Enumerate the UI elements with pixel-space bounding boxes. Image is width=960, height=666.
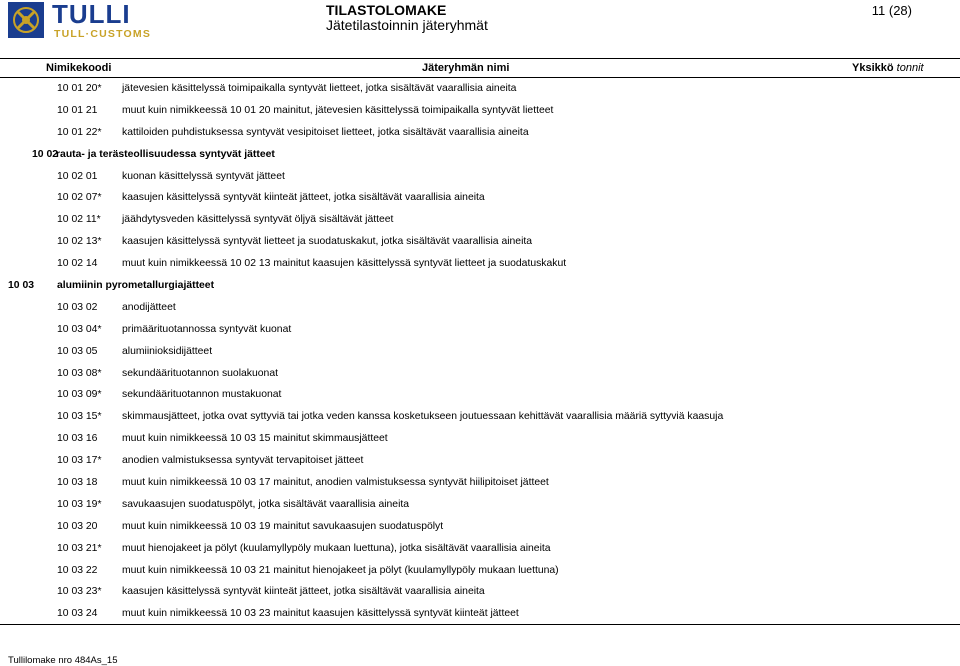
row-code: 10 02 07* [57,192,102,204]
row-description: skimmausjätteet, jotka ovat syttyviä tai jotka veden kanssa kosketukseen joutuessaan kehittävät vaarallisia määriä syttyviä kaasuja [122,411,724,423]
row-description: kaasujen käsittelyssä syntyvät kiinteät jätteet, jotka sisältävät vaarallisia aineita [122,586,485,598]
column-header-name: Jäteryhmän nimi [422,62,510,74]
table-row [0,187,960,209]
row-code: 10 02 14 [57,258,98,270]
row-description: muut kuin nimikkeessä 10 03 17 mainitut, anodien valmistuksessa syntyvät hiilipitoiset jätteet [122,477,549,489]
row-code: 10 02 [32,148,59,160]
table-row [0,341,960,363]
row-description: savukaasujen suodatuspölyt, jotka sisältävät vaarallisia aineita [122,498,410,510]
page-header [0,0,960,58]
table-row [0,428,960,450]
waste-code-table [0,78,960,625]
form-subtitle: Jätetilastoinnin jäteryhmät [326,17,488,33]
row-code: 10 03 05 [57,345,98,357]
row-description: rauta- ja terästeollisuudessa syntyvät jätteet [56,148,275,160]
table-row [0,494,960,516]
row-description: muut kuin nimikkeessä 10 03 19 mainitut savukaasujen suodatuspölyt [122,520,444,532]
table-row [0,209,960,231]
row-description: muut kuin nimikkeessä 10 02 13 mainitut kaasujen käsittelyssä syntyvät lietteet ja suodatuskakut [122,258,567,270]
form-number-footer: Tullilomake nro 484As_15 [8,655,118,666]
table-row [0,450,960,472]
row-description: alumiinin pyrometallurgiajätteet [57,280,215,292]
table-row [0,253,960,275]
row-description: kuonan käsittelyssä syntyvät jätteet [122,170,285,182]
row-code: 10 01 20* [57,83,102,94]
logo-subtitle: TULL·CUSTOMS [54,28,152,40]
row-code: 10 03 22 [57,564,98,576]
column-header-row [0,58,960,78]
table-group-row [0,144,960,166]
column-header-unit [852,62,924,74]
row-description: primäärituotannossa syntyvät kuonat [122,323,292,335]
form-title: TILASTOLOMAKE [326,2,447,18]
row-code: 10 03 04* [57,323,102,335]
row-code: 10 01 22* [57,126,102,138]
row-description: sekundäärituotannon mustakuonat [122,389,282,401]
column-header-code: Nimikekoodi [46,62,112,74]
row-description: jätevesien käsittelyssä toimipaikalla syntyvät lietteet, jotka sisältävät vaarallisia aineita [122,83,517,94]
row-code: 10 03 17* [57,455,102,467]
row-code: 10 03 19* [57,498,102,510]
row-code: 10 03 15* [57,411,102,423]
table-row [0,516,960,538]
row-description: kaasujen käsittelyssä syntyvät kiinteät jätteet, jotka sisältävät vaarallisia aineita [122,192,485,204]
row-code: 10 03 18 [57,477,98,489]
row-code: 10 03 09* [57,389,102,401]
table-row [0,406,960,428]
table-row [0,166,960,188]
unit-value: tonnit [896,62,924,74]
table-row [0,581,960,603]
table-row [0,384,960,406]
table-row [0,122,960,144]
table-row [0,297,960,319]
row-code: 10 03 [8,280,35,292]
logo-wordmark: TULLI [52,0,131,29]
row-description: kaasujen käsittelyssä syntyvät lietteet ja suodatuskakut, jotka sisältävät vaarallisia aineita [122,236,533,248]
table-row [0,472,960,494]
table-bottom-rule [0,624,960,625]
table-row [0,231,960,253]
row-code: 10 03 08* [57,367,102,379]
row-description: sekundäärituotannon suolakuonat [122,367,278,379]
row-description: muut kuin nimikkeessä 10 03 15 mainitut skimmausjätteet [122,433,388,445]
row-code: 10 02 11* [57,214,101,226]
table-row [0,363,960,385]
table-row [0,319,960,341]
table-row [0,538,960,560]
row-code: 10 01 21 [57,104,98,116]
row-description: anodijätteet [122,301,176,313]
row-code: 10 02 13* [57,236,102,248]
row-description: muut kuin nimikkeessä 10 03 23 mainitut kaasujen käsittelyssä syntyvät kiinteät jätteet [122,608,519,620]
row-description: jäähdytysveden käsittelyssä syntyvät öljyä sisältävät jätteet [122,214,394,226]
row-description: muut kuin nimikkeessä 10 01 20 mainitut, jätevesien käsittelyssä toimipaikalla syntyvät lietteet [122,104,554,116]
row-description: kattiloiden puhdistuksessa syntyvät vesipitoiset lietteet, jotka sisältävät vaarallisia aineita [122,126,529,138]
table-row [0,560,960,582]
row-code: 10 03 20 [57,520,98,532]
table-row [0,78,960,100]
row-code: 10 03 02 [57,301,98,313]
row-description: muut kuin nimikkeessä 10 03 21 mainitut hienojakeet ja pölyt (kuulamyllypöly mukaan luettuna) [122,564,559,576]
table-group-row [0,275,960,297]
row-code: 10 03 16 [57,433,98,445]
page-number: 11 (28) [871,3,912,18]
row-code: 10 03 24 [57,608,98,620]
table-row [0,100,960,122]
row-code: 10 03 23* [57,586,102,598]
unit-label: Yksikkö [852,62,894,74]
row-description: anodien valmistuksessa syntyvät tervapitoiset jätteet [122,455,364,467]
row-code: 10 02 01 [57,170,98,182]
customs-emblem-icon [8,2,44,38]
row-code: 10 03 21* [57,542,102,554]
row-description: alumiinioksidijätteet [122,345,213,357]
tulli-logo [8,2,198,42]
table-row [0,603,960,625]
row-description: muut hienojakeet ja pölyt (kuulamyllypöly mukaan luettuna), jotka sisältävät vaarallisia aineita [122,542,551,554]
